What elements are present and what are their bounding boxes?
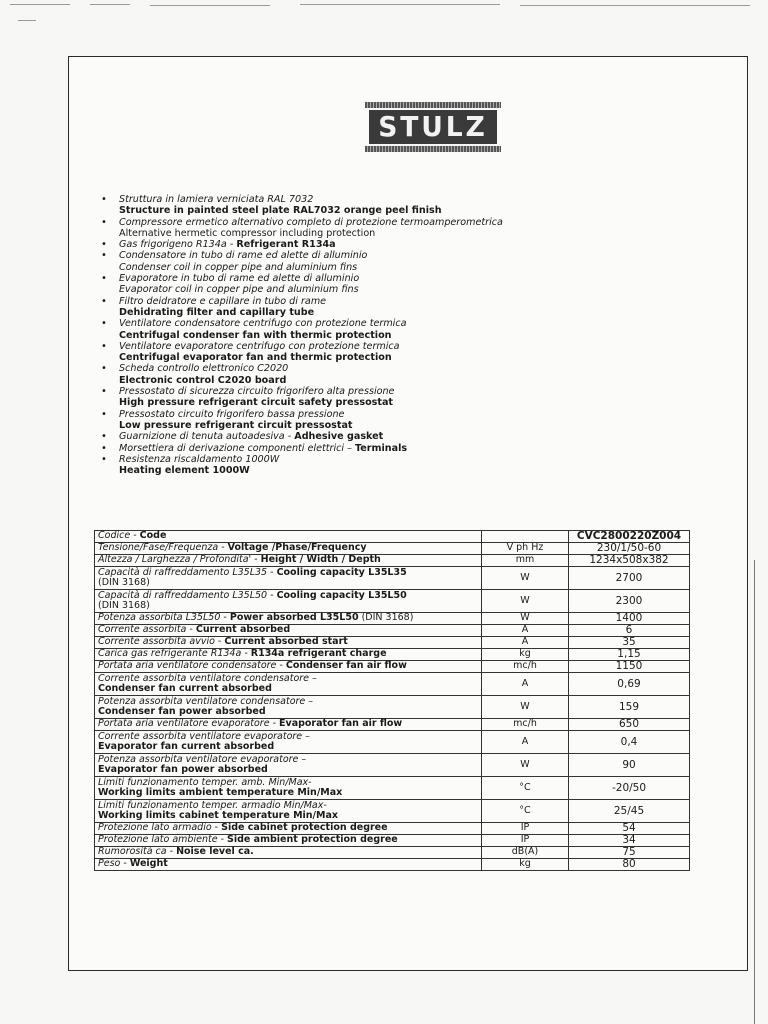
spec-label-english: R134a refrigerant charge (250, 648, 387, 660)
spec-label-italian: Protezione lato ambiente (98, 834, 218, 846)
spec-label-english: Condenser fan current absorbed (98, 683, 272, 694)
spec-label-italian: Potenza assorbita ventilatore evaporatore – (98, 753, 307, 765)
bullet-icon: • (101, 363, 107, 375)
table-row (95, 823, 690, 835)
spec-value: 159 (569, 696, 690, 719)
feature-english: Adhesive gasket (294, 431, 384, 443)
spec-label-separator: - (267, 566, 277, 578)
spec-label-separator: - (186, 624, 196, 636)
spec-value: 0,4 (569, 731, 690, 754)
table-row (95, 567, 690, 590)
feature-item (101, 409, 721, 432)
feature-separator: – (344, 442, 355, 454)
spec-value: 90 (569, 754, 690, 777)
spec-unit: mc/h (482, 719, 569, 731)
spec-label-suffix: (DIN 3168) (358, 612, 414, 624)
spec-label-italian: Tensione/Fase/Frequenza (98, 542, 219, 554)
spec-value: 2300 (569, 590, 690, 613)
feature-english: Low pressure refrigerant circuit pressostat (119, 419, 353, 431)
feature-english: Electronic control C2020 board (119, 374, 287, 386)
table-row (95, 696, 690, 719)
spec-label-separator: - (251, 554, 261, 566)
spec-label-separator: - (220, 612, 230, 624)
spec-unit: IP (482, 823, 569, 835)
spec-label-english: Voltage /Phase/Frequency (227, 542, 367, 554)
table-row (95, 661, 690, 673)
spec-label-line (98, 847, 478, 858)
feature-italian: Pressostato circuito frigorifero bassa pressione (119, 408, 345, 420)
spec-label-english: Weight (129, 858, 168, 870)
spec-label (95, 555, 482, 567)
table-row (95, 555, 690, 567)
feature-italian: Evaporatore in tubo di rame ed alette di alluminio (119, 273, 360, 285)
spec-label-separator: - (217, 834, 228, 846)
feature-italian: Compressore ermetico alternativo completo di protezione termoamperometrica (119, 216, 503, 228)
spec-unit: W (482, 590, 569, 613)
datasheet-frame (68, 56, 748, 971)
feature-item (101, 250, 721, 273)
spec-label-english: Working limits ambient temperature Min/Max (98, 787, 343, 798)
spec-value: -20/50 (569, 777, 690, 800)
spec-label-english: Height / Width / Depth (260, 554, 381, 566)
spec-label-separator: - (269, 718, 280, 730)
spec-unit: V ph Hz (482, 543, 569, 555)
spec-label-italian: Capacità di raffreddamento L35L35 (98, 566, 268, 578)
spec-label-line (98, 531, 478, 542)
spec-unit: W (482, 754, 569, 777)
table-row (95, 543, 690, 555)
table-row (95, 754, 690, 777)
spec-label (95, 731, 482, 754)
spec-value: 2700 (569, 567, 690, 590)
feature-separator: - (226, 239, 237, 251)
logo-wordmark: STULZ (378, 110, 488, 143)
spec-label-line (98, 649, 478, 660)
spec-label-line (98, 613, 478, 624)
spec-label (95, 531, 482, 543)
table-row (95, 613, 690, 625)
spec-value: 1,15 (569, 649, 690, 661)
feature-english: High pressure refrigerant circuit safety pressostat (119, 397, 394, 409)
spec-label (95, 661, 482, 673)
spec-value: CVC2800220Z004 (569, 531, 690, 543)
spec-label-line (98, 637, 478, 648)
scan-artifacts (0, 0, 768, 30)
bullet-icon: • (101, 216, 107, 228)
feature-item (101, 443, 721, 454)
bullet-icon: • (101, 442, 107, 454)
spec-value: 1234x508x382 (569, 555, 690, 567)
spec-unit: kg (482, 649, 569, 661)
feature-item (101, 217, 721, 240)
spec-unit: W (482, 613, 569, 625)
feature-item (101, 318, 721, 341)
table-row (95, 649, 690, 661)
spec-unit: A (482, 673, 569, 696)
table-row (95, 835, 690, 847)
feature-italian: Filtro deidratore e capillare in tubo di rame (119, 295, 327, 307)
spec-label-italian: Corrente assorbita ventilatore condensatore – (98, 672, 317, 684)
spec-unit: A (482, 637, 569, 649)
spec-label (95, 696, 482, 719)
feature-item (101, 194, 721, 217)
bullet-icon: • (101, 340, 107, 352)
feature-italian: Ventilatore evaporatore centrifugo con protezione termica (119, 340, 400, 352)
spec-label-english: Evaporator fan power absorbed (98, 764, 268, 775)
feature-english: Alternative hermetic compressor including protection (119, 227, 376, 239)
spec-label-line (98, 823, 478, 834)
spec-label-english: Cooling capacity L35L50 (276, 589, 407, 601)
spec-label-italian: Corrente assorbita (98, 624, 187, 636)
feature-english: Centrifugal condenser fan with thermic protection (119, 329, 392, 341)
spec-label-line (98, 591, 478, 602)
spec-label (95, 754, 482, 777)
spec-value: 34 (569, 835, 690, 847)
spec-value: 54 (569, 823, 690, 835)
table-row (95, 719, 690, 731)
spec-label-italian: Portata aria ventilatore condensatore (98, 660, 277, 672)
spec-label-line (98, 543, 478, 554)
bullet-icon: • (101, 386, 107, 398)
spec-label-line (98, 568, 478, 579)
spec-label (95, 543, 482, 555)
spec-unit: mm (482, 555, 569, 567)
spec-label-italian: Capacità di raffreddamento L35L50 (98, 589, 268, 601)
feature-italian: Gas frigorigeno R134a (119, 239, 227, 251)
bullet-icon: • (101, 431, 107, 443)
spec-label (95, 590, 482, 613)
spec-value: 75 (569, 847, 690, 859)
spec-label (95, 800, 482, 823)
spec-unit: W (482, 696, 569, 719)
feature-separator: - (284, 431, 295, 443)
spec-label (95, 649, 482, 661)
spec-label-italian: Corrente assorbita avvio (98, 636, 215, 648)
feature-item (101, 386, 721, 409)
spec-value: 35 (569, 637, 690, 649)
feature-english: Refrigerant R134a (236, 239, 336, 251)
feature-english: Condenser coil in copper pipe and aluminium fins (119, 261, 358, 273)
spec-label-english: Side cabinet protection degree (221, 822, 388, 834)
feature-english: Terminals (354, 442, 408, 454)
spec-label-line (98, 835, 478, 846)
bullet-icon: • (101, 273, 107, 285)
spec-label-line (98, 625, 478, 636)
spec-label-italian: Carica gas refrigerante R134a (98, 648, 242, 660)
spec-label-italian: Potenza assorbita ventilatore condensatore – (98, 695, 314, 707)
spec-label-english: Current absorbed (195, 624, 291, 636)
spec-label (95, 673, 482, 696)
table-row (95, 531, 690, 543)
spec-label-english: Code (139, 530, 167, 542)
spec-label-english: Current absorbed start (224, 636, 348, 648)
spec-label-separator: - (267, 589, 277, 601)
feature-english: Dehidrating filter and capillary tube (119, 306, 315, 318)
spec-label-standard: (DIN 3168) (98, 577, 150, 588)
table-row (95, 777, 690, 800)
spec-value: 80 (569, 859, 690, 871)
spec-label (95, 637, 482, 649)
feature-item (101, 431, 721, 442)
page-edge-line (754, 560, 755, 1024)
spec-label-italian: Limiti funzionamento temper. amb. Min/Max- (98, 776, 312, 788)
spec-unit: mc/h (482, 661, 569, 673)
spec-label-italian: Rumorosità ca (98, 846, 167, 858)
table-row (95, 800, 690, 823)
table-row (95, 625, 690, 637)
spec-label (95, 613, 482, 625)
spec-unit: °C (482, 800, 569, 823)
spec-label-english: Condenser fan air flow (285, 660, 407, 672)
feature-italian: Struttura in lamiera verniciata RAL 7032 (119, 194, 314, 205)
spec-label-italian: Peso (98, 858, 121, 870)
spec-value: 0,69 (569, 673, 690, 696)
spec-table (94, 530, 690, 871)
spec-unit: A (482, 731, 569, 754)
spec-label (95, 777, 482, 800)
spec-value: 1400 (569, 613, 690, 625)
spec-unit: dB(A) (482, 847, 569, 859)
feature-item (101, 363, 721, 386)
spec-label-italian: Corrente assorbita ventilatore evaporatore – (98, 730, 310, 742)
feature-italian: Resistenza riscaldamento 1000W (119, 453, 280, 465)
bullet-icon: • (101, 453, 107, 465)
feature-italian: Morsettiera di derivazione componenti elettrici (119, 442, 345, 454)
feature-item (101, 273, 721, 296)
spec-label (95, 859, 482, 871)
spec-label-english: Noise level ca. (176, 846, 254, 858)
spec-unit: °C (482, 777, 569, 800)
bullet-icon: • (101, 239, 107, 251)
spec-value: 650 (569, 719, 690, 731)
spec-label-separator: - (276, 660, 286, 672)
spec-label (95, 847, 482, 859)
spec-label-english: Power absorbed L35L50 (229, 612, 359, 624)
spec-value: 230/1/50-60 (569, 543, 690, 555)
feature-item (101, 341, 721, 364)
spec-label (95, 835, 482, 847)
spec-unit (482, 531, 569, 543)
spec-label-separator: - (120, 858, 130, 870)
spec-label-italian: Portata aria ventilatore evaporatore (98, 718, 270, 730)
spec-label-line (98, 555, 478, 566)
table-row (95, 637, 690, 649)
spec-label-english: Working limits cabinet temperature Min/Max (98, 810, 339, 821)
feature-item (101, 454, 721, 477)
spec-label-separator: - (211, 822, 222, 834)
table-row (95, 859, 690, 871)
bullet-icon: • (101, 295, 107, 307)
spec-label-english: Cooling capacity L35L35 (276, 566, 407, 578)
bullet-icon: • (101, 408, 107, 420)
stulz-logo (365, 102, 501, 152)
spec-label (95, 567, 482, 590)
spec-label-italian: Altezza / Larghezza / Profondita' (98, 554, 252, 566)
spec-unit: IP (482, 835, 569, 847)
feature-list (101, 194, 721, 476)
spec-label (95, 823, 482, 835)
spec-label-separator: - (218, 542, 228, 554)
spec-unit: W (482, 567, 569, 590)
feature-italian: Condensatore in tubo di rame ed alette di alluminio (119, 250, 368, 262)
feature-italian: Scheda controllo elettronico C2020 (119, 363, 289, 375)
spec-label-separator: - (241, 648, 251, 660)
bullet-icon: • (101, 250, 107, 262)
feature-english: Evaporator coil in copper pipe and aluminium fins (119, 284, 359, 296)
spec-label-separator: - (130, 530, 140, 542)
spec-value: 6 (569, 625, 690, 637)
spec-label (95, 625, 482, 637)
bullet-icon: • (101, 318, 107, 330)
table-row (95, 847, 690, 859)
feature-english: Centrifugal evaporator fan and thermic protection (119, 352, 392, 364)
feature-italian: Guarnizione di tenuta autoadesiva (119, 431, 285, 443)
feature-english: Heating element 1000W (119, 465, 250, 477)
spec-label-english: Side ambient protection degree (227, 834, 398, 846)
feature-italian: Ventilatore condensatore centrifugo con protezione termica (119, 318, 407, 330)
feature-item (101, 296, 721, 319)
spec-label-separator: - (166, 846, 177, 858)
spec-label-english: Evaporator fan air flow (279, 718, 403, 730)
spec-label-english: Evaporator fan current absorbed (98, 741, 275, 752)
spec-value: 1150 (569, 661, 690, 673)
spec-label-english: Condenser fan power absorbed (98, 706, 266, 717)
spec-value: 25/45 (569, 800, 690, 823)
spec-label-line (98, 661, 478, 672)
feature-item (101, 239, 721, 250)
bullet-icon: • (101, 194, 107, 205)
spec-label (95, 719, 482, 731)
table-row (95, 590, 690, 613)
spec-label-italian: Protezione lato armadio (98, 822, 212, 834)
spec-unit: kg (482, 859, 569, 871)
spec-label-line (98, 859, 478, 870)
spec-label-separator: - (214, 636, 225, 648)
feature-italian: Pressostato di sicurezza circuito frigorifero alta pressione (119, 386, 395, 398)
table-row (95, 673, 690, 696)
spec-unit: A (482, 625, 569, 637)
feature-english: Structure in painted steel plate RAL7032 orange peel finish (119, 205, 442, 217)
spec-label-standard: (DIN 3168) (98, 600, 150, 611)
spec-label-italian: Limiti funzionamento temper. armadio Min/Max- (98, 799, 327, 811)
spec-label-italian: Codice (98, 530, 131, 542)
spec-label-italian: Potenza assorbita L35L50 (98, 612, 221, 624)
spec-label-line (98, 719, 478, 730)
table-row (95, 731, 690, 754)
